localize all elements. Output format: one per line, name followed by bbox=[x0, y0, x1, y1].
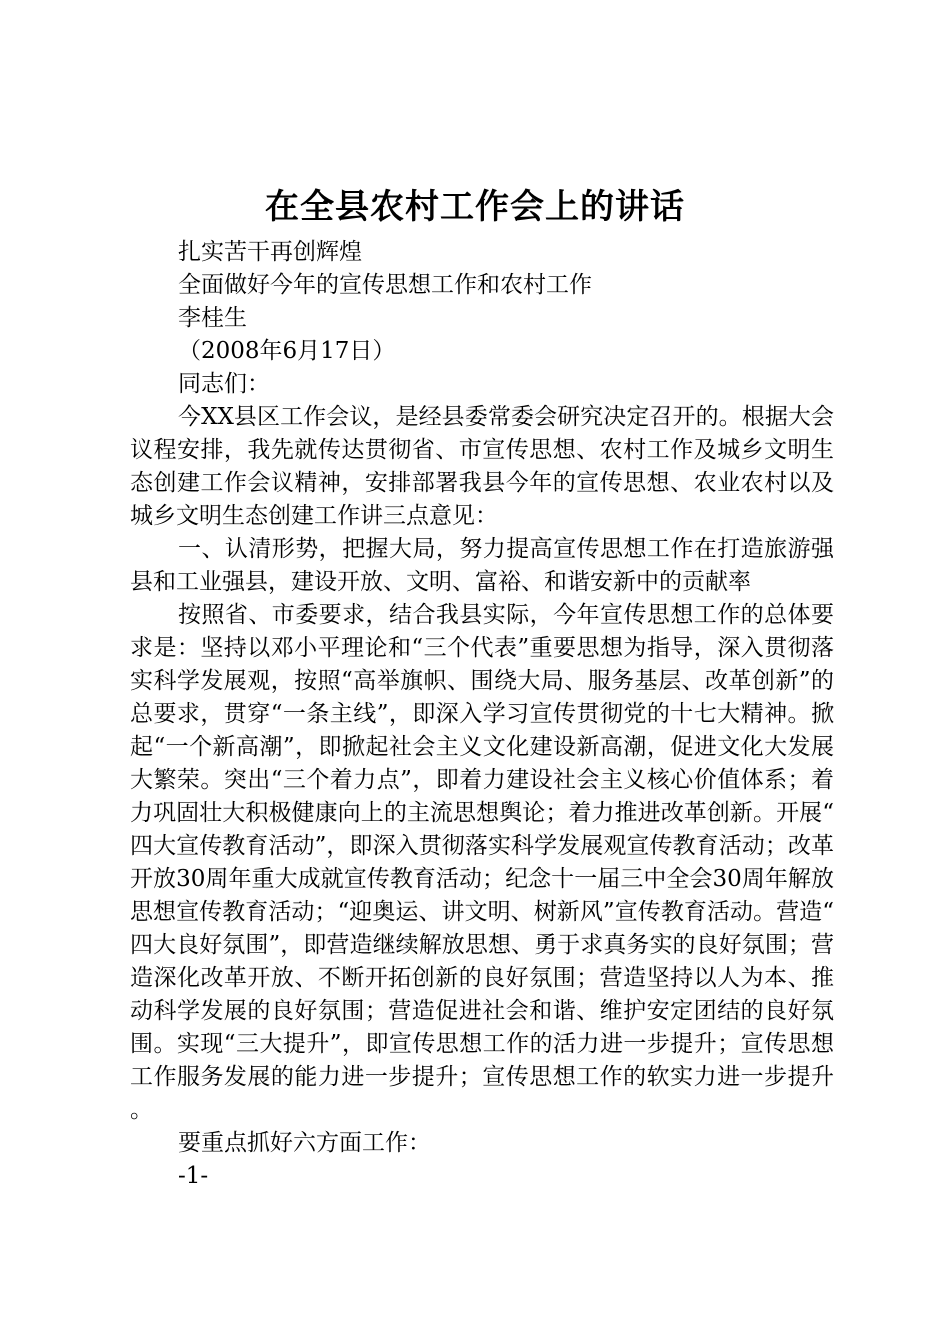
paragraph-requirements: 按照省、市委要求，结合我县实际，今年宣传思想工作的总体要求是：坚持以邓小平理论和“三个代表”重要思想为指导，深入贯彻落实科学发展观，按照“高举旗帜、围绕大局、服务基层、改革创新”的总要求，贯穿“一条主线”，即深入学习宣传贯彻党的十七大精神。掀起“一个新高潮”，即掀起社会主义文化建设新高潮，促进文化大发展大繁荣。突出“三个着力点”，即着力建设社会主义核心价值体系；着力巩固壮大积极健康向上的主流思想舆论；着力推进改革创新。开展“四大宣传教育活动”，即深入贯彻落实科学发展观宣传教育活动；改革开放30周年重大成就宣传教育活动；纪念十一届三中全会30周年解放思想宣传教育活动；“迎奥运、讲文明、树新风”宣传教育活动。营造“四大良好氛围”，即营造继续解放思想、勇于求真务实的良好氛围；营造深化改革开放、不断开拓创新的良好氛围；营造坚持以人为本、推动科学发展的良好氛围；营造促进社会和谐、维护安定团结的良好氛围。实现“三大提升”，即宣传思想工作的活力进一步提升；宣传思想工作服务发展的能力进一步提升；宣传思想工作的软实力进一步提升。 bbox=[130, 602, 834, 1123]
section-heading-1: 一、认清形势，把握大局，努力提高宣传思想工作在打造旅游强县和工业强县，建设开放、文明、富裕、和谐安新中的贡献率 bbox=[130, 536, 834, 595]
page-number: -1- bbox=[178, 1163, 209, 1189]
document-title: 在全县农村工作会上的讲话 bbox=[265, 187, 685, 227]
author-name: 李桂生 bbox=[178, 305, 247, 331]
speech-date: （2008年6月17日） bbox=[178, 338, 396, 364]
paragraph-intro: 今XX县区工作会议，是经县委常委会研究决定召开的。根据大会议程安排，我先就传达贯彻省、市宣传思想、农村工作及城乡文明生态创建工作会议精神，安排部署我县今年的宣传思想、农业农村以及城乡文明生态创建工作讲三点意见： bbox=[130, 404, 834, 529]
paragraph-six-tasks: 要重点抓好六方面工作： bbox=[178, 1130, 431, 1156]
subtitle-line-2: 全面做好今年的宣传思想工作和农村工作 bbox=[178, 272, 592, 298]
subtitle-line-1: 扎实苦干再创辉煌 bbox=[178, 239, 362, 265]
salutation: 同志们： bbox=[178, 371, 270, 397]
document-body bbox=[130, 236, 834, 1193]
